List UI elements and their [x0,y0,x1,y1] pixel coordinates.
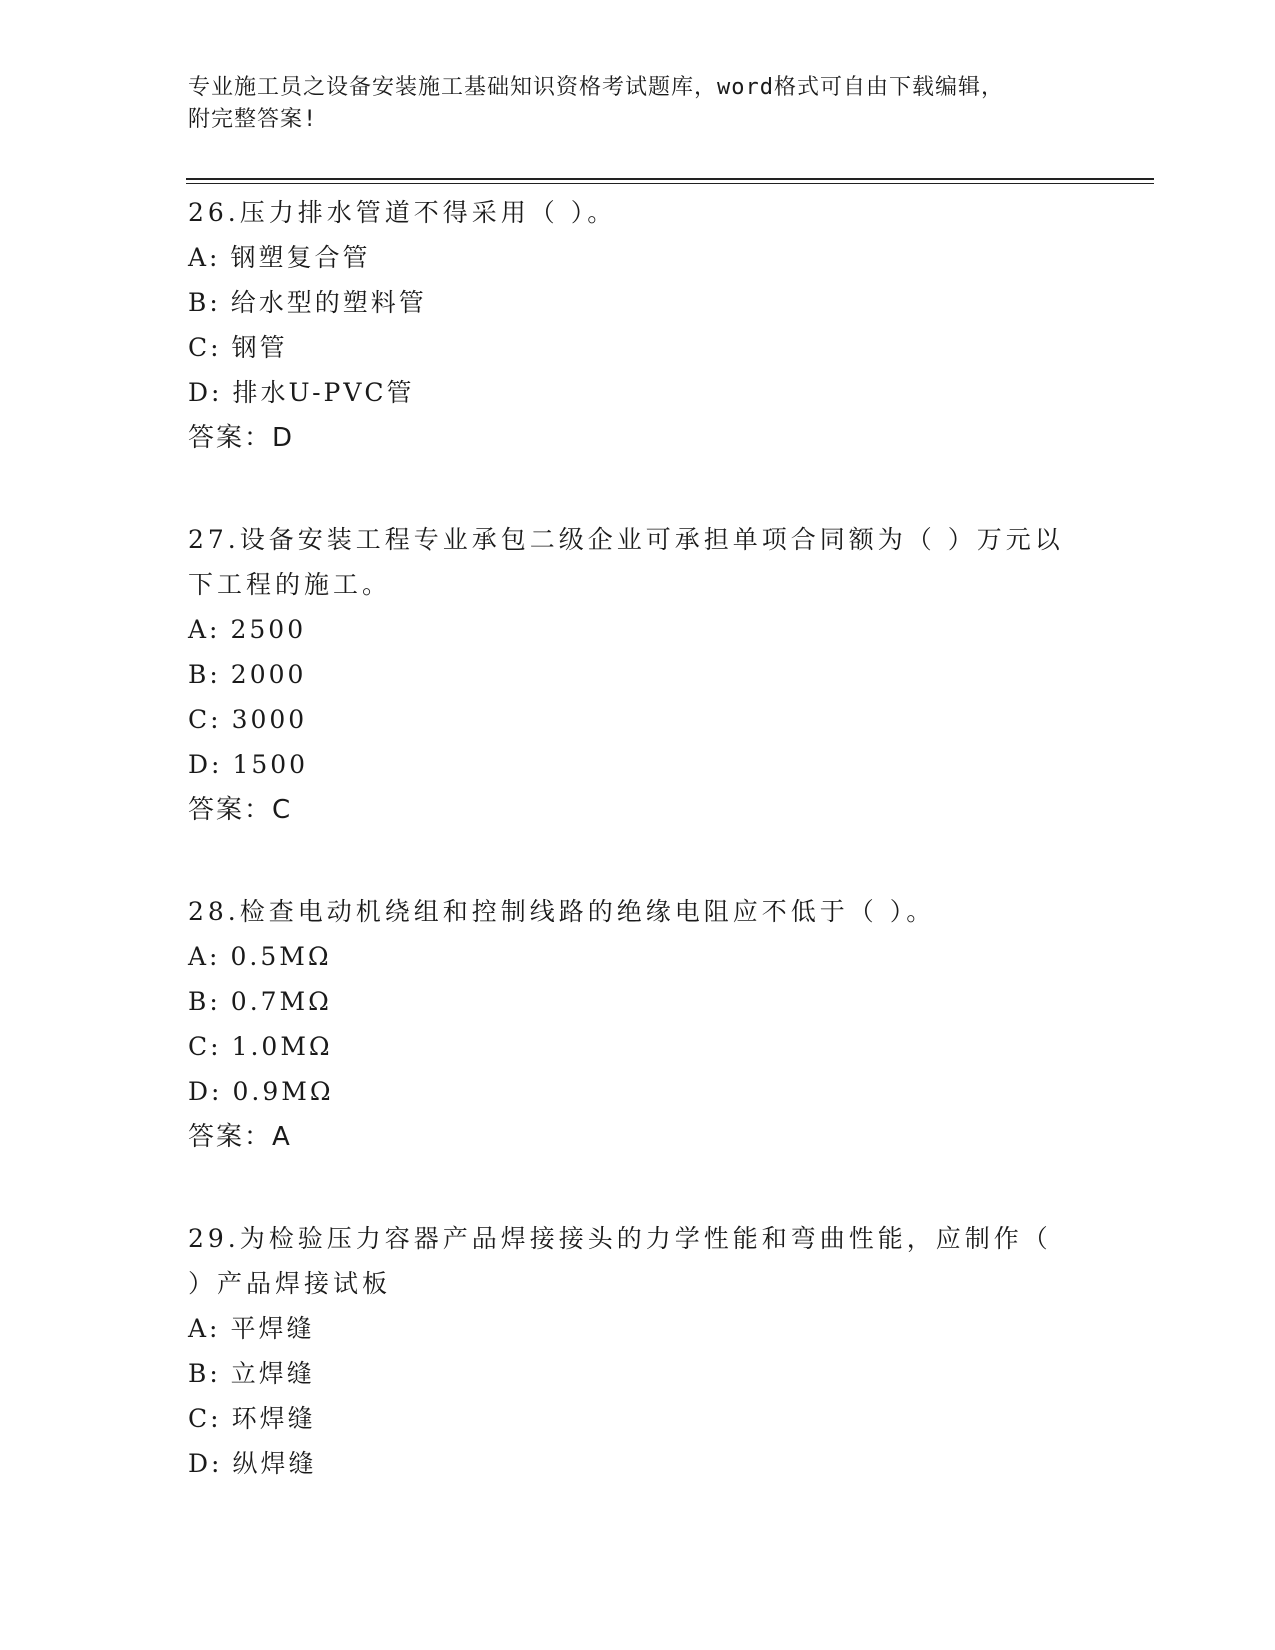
option-letter: B: [188,987,221,1016]
option-d [188,1441,1068,1486]
option-letter: C: [188,1032,222,1061]
option-text: 平焊缝 [230,1314,315,1343]
option-d [188,1069,1068,1114]
option-text: 1.0MΩ [231,1032,333,1061]
option-letter: D: [188,1077,223,1106]
option-c [188,697,1068,742]
question-list [188,188,1068,1542]
question-26 [188,190,1068,461]
option-text: 钢管 [231,333,288,362]
option-text: 1500 [232,750,309,779]
question-stem: 26.压力排水管道不得采用（ ）。 [188,198,617,227]
option-text: 给水型的塑料管 [230,288,427,317]
option-text: 0.9MΩ [232,1077,334,1106]
header-line-1: 专业施工员之设备安装施工基础知识资格考试题库，word格式可自由下载编辑， [188,75,1004,100]
option-a [188,934,1068,979]
option-d [188,370,1068,415]
answer-line: 答案：C [188,795,293,825]
question-27 [188,517,1068,833]
option-a [188,235,1068,280]
option-text: 立焊缝 [230,1359,315,1388]
header-divider-thick [186,178,1154,180]
option-c [188,325,1068,370]
option-text: 0.5MΩ [230,942,332,971]
header-line-2: 附完整答案! [188,107,318,132]
question-29 [188,1216,1068,1486]
question-28 [188,889,1068,1160]
option-letter: B: [188,660,221,689]
option-d [188,742,1068,787]
option-text: 2500 [230,615,307,644]
option-text: 钢塑复合管 [230,243,371,272]
question-stem: 27.设备安装工程专业承包二级企业可承担单项合同额为（ ）万元以下工程的施工。 [188,525,1064,599]
option-text: 3000 [231,705,308,734]
option-b [188,1351,1068,1396]
option-text: 0.7MΩ [230,987,332,1016]
option-c [188,1396,1068,1441]
option-letter: D: [188,378,223,407]
option-b [188,280,1068,325]
option-b [188,979,1068,1024]
option-text: 排水U-PVC管 [232,378,415,407]
option-a [188,1306,1068,1351]
option-letter: D: [188,1449,223,1478]
option-letter: C: [188,333,222,362]
document-header [188,72,1068,136]
option-letter: B: [188,288,221,317]
option-letter: C: [188,705,222,734]
option-b [188,652,1068,697]
option-letter: D: [188,750,223,779]
answer-line: 答案：A [188,1122,292,1152]
header-divider-thin [186,183,1154,184]
option-letter: A: [188,942,221,971]
option-letter: A: [188,1314,221,1343]
option-letter: B: [188,1359,221,1388]
option-letter: C: [188,1404,222,1433]
option-text: 2000 [230,660,307,689]
option-letter: A: [188,615,221,644]
option-a [188,607,1068,652]
question-stem: 29.为检验压力容器产品焊接接头的力学性能和弯曲性能，应制作（ ）产品焊接试板 [188,1224,1064,1298]
option-text: 纵焊缝 [232,1449,317,1478]
option-c [188,1024,1068,1069]
question-stem: 28.检查电动机绕组和控制线路的绝缘电阻应不低于（ ）。 [188,897,936,926]
option-text: 环焊缝 [231,1404,316,1433]
answer-line: 答案：D [188,423,295,453]
option-letter: A: [188,243,221,272]
